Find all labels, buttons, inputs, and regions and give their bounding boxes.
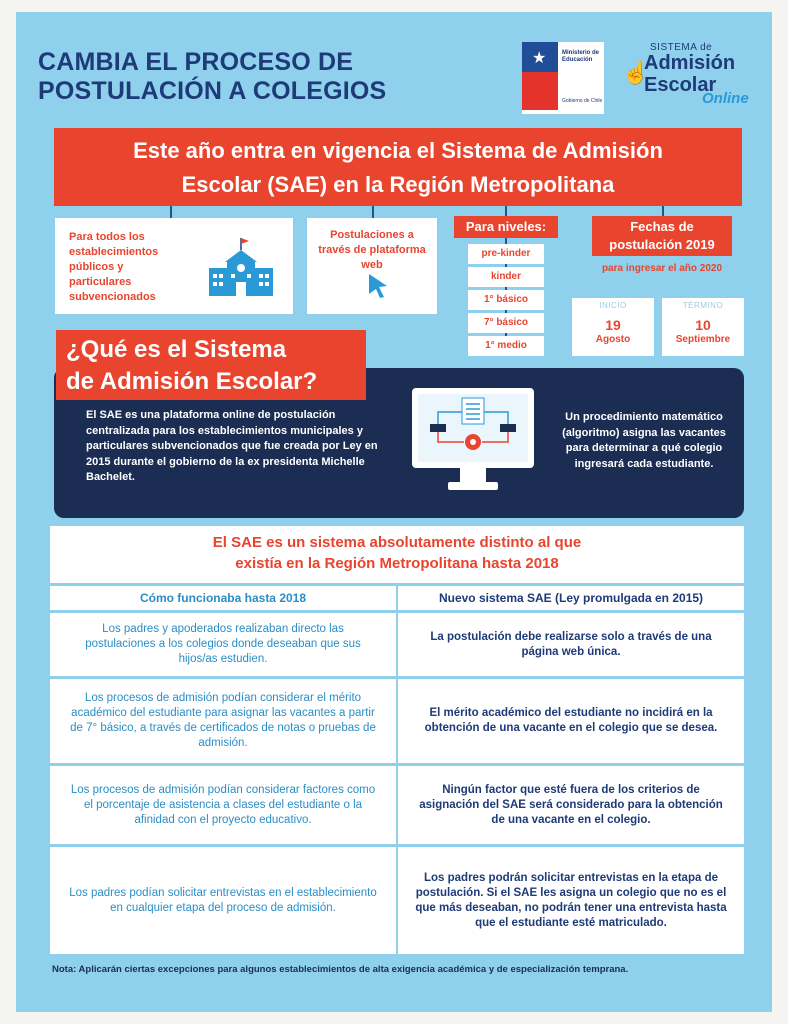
nivel-item: 1° medio xyxy=(468,336,544,356)
nivel-item: 7° básico xyxy=(468,313,544,333)
page-title xyxy=(38,48,458,106)
table-cell-antes: Los padres y apoderados realizaban directo las postulaciones a los colegios donde deseaban que sus hijos/as estudien. xyxy=(50,613,396,676)
gobierno-de-chile-logo xyxy=(522,42,604,114)
sae-logo-admision: Admisión xyxy=(644,52,736,74)
table-cell-nuevo: La postulación debe realizarse solo a través de una página web única. xyxy=(398,613,744,676)
headline-line1: Este año entra en vigencia el Sistema de Admisión xyxy=(133,138,663,163)
card-plataforma-text: Postulaciones a través de plataforma web xyxy=(318,229,426,271)
mouse-cursor-icon xyxy=(367,272,391,300)
comparison-heading-line2: existía en la Región Metropolitana hasta 2018 xyxy=(235,555,559,572)
table-cell-nuevo: El mérito académico del estudiante no incidirá en la obtención de una vacante en el colegio que se desea. xyxy=(398,679,744,763)
nivel-item: 1° básico xyxy=(468,290,544,310)
que-es-description: El SAE es una plataforma online de postulación centralizada para los establecimientos municipales y particulares subvencionados que fue creada por Ley en 2015 durante el gobierno de la ex presidenta Michelle Bachelet. xyxy=(86,409,378,483)
star-icon: ★ xyxy=(532,50,547,67)
comparison-heading xyxy=(50,532,744,574)
fecha-inicio-month: Agosto xyxy=(595,334,631,345)
table-cell-antes: Los padres podían solicitar entrevistas en el establecimiento en cualquier etapa del proceso de admisión. xyxy=(50,847,396,954)
algoritmo-description: Un procedimiento matemático (algoritmo) asigna las vacantes para determinar a qué colegio ingresará cada estudiante. xyxy=(562,411,726,470)
fecha-inicio-day: 19 xyxy=(605,317,621,333)
column-header-antes: Cómo funcionaba hasta 2018 xyxy=(50,586,396,610)
pointing-hand-icon: ☝ xyxy=(622,60,650,85)
table-cell-antes: Los procesos de admisión podían considerar factores como el porcentaje de asistencia a clases del estudiante o la afinidad con el proyecto educativo. xyxy=(50,766,396,844)
fechas-title: Fechas de postulación 2019 xyxy=(592,216,732,256)
page-title-line1: CAMBIA EL PROCESO DE xyxy=(38,48,354,76)
niveles-title: Para niveles: xyxy=(454,216,558,238)
fecha-termino-day: 10 xyxy=(695,317,711,333)
fecha-inicio xyxy=(572,298,654,356)
fecha-termino-label: TÉRMINO xyxy=(682,301,724,310)
table-cell-nuevo: Ningún factor que esté fuera de los criterios de asignación del SAE será considerado para la obtención de una vacante en el colegio. xyxy=(398,766,744,844)
card-plataforma-web xyxy=(307,218,437,314)
que-es-title-line1: ¿Qué es el Sistema xyxy=(66,336,287,363)
fecha-inicio-label: INICIO xyxy=(599,301,627,310)
fecha-termino-month: Septiembre xyxy=(675,334,731,345)
que-es-title xyxy=(56,330,366,400)
card-establecimientos xyxy=(55,218,293,314)
gob-logo-gobierno: Gobierno de Chile xyxy=(562,98,603,104)
footnote: Nota: Aplicarán ciertas excepciones para algunos establecimientos de alta exigencia académica y de especialización temprana. xyxy=(52,964,629,975)
page-title-line2: POSTULACIÓN A COLEGIOS xyxy=(38,77,387,105)
fecha-termino xyxy=(662,298,744,356)
sae-logo-sistema: SISTEMA de xyxy=(650,42,713,53)
sae-logo-escolar: Escolar xyxy=(644,74,717,96)
fechas-subtitle: para ingresar el año 2020 xyxy=(601,263,723,274)
table-cell-nuevo: Los padres podrán solicitar entrevistas en la etapa de postulación. Si el SAE les asigna un colegio que no es el que más deseaban, no podrán tener una entrevista hasta que el estudiante esté matriculado. xyxy=(398,847,744,954)
computer-monitor-icon xyxy=(408,384,538,502)
school-building-icon xyxy=(205,236,277,298)
comparison-heading-line1: El SAE es un sistema absolutamente distinto al que xyxy=(212,534,582,551)
sae-online-logo xyxy=(622,42,762,114)
nivel-item: pre-kinder xyxy=(468,244,544,264)
nivel-item: kinder xyxy=(468,267,544,287)
headline-banner xyxy=(54,128,742,206)
table-cell-antes: Los procesos de admisión podían considerar el mérito académico del estudiante para asignar las vacantes a partir de 7° básico, a través de certificados de notas o pruebas de admisión. xyxy=(50,679,396,763)
headline-line2: Escolar (SAE) en la Región Metropolitana xyxy=(181,172,615,197)
column-header-nuevo: Nuevo sistema SAE (Ley promulgada en 2015) xyxy=(398,586,744,610)
gob-logo-ministry: Ministerio de Educación xyxy=(562,50,600,63)
card-establecimientos-text: Para todos los establecimientos públicos y particulares subvencionados xyxy=(69,231,159,303)
que-es-title-line2: de Admisión Escolar? xyxy=(66,368,318,395)
sae-logo-online: Online xyxy=(702,90,749,107)
